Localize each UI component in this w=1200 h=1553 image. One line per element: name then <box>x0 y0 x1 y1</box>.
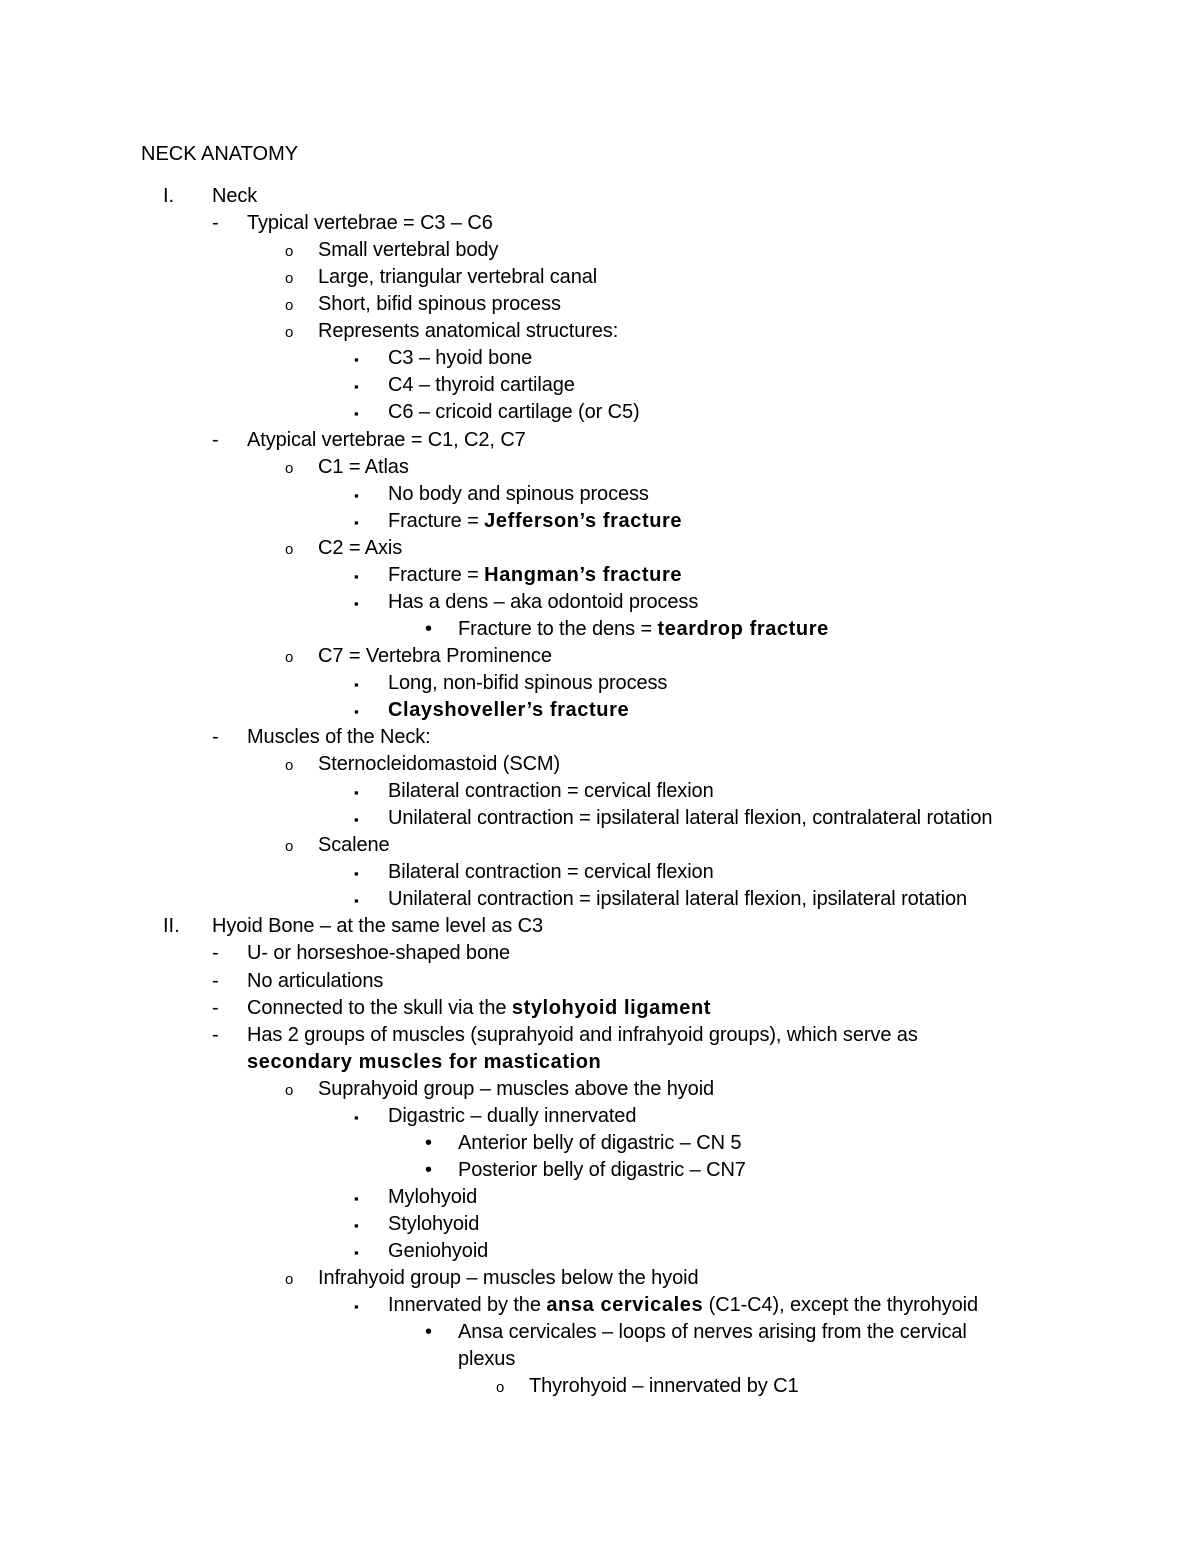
outline-item-text <box>388 345 532 372</box>
outline-item-text <box>318 832 390 859</box>
text-segment: Suprahyoid group – muscles above the hyoid <box>318 1077 715 1100</box>
outline-item <box>0 643 1200 670</box>
outline-item <box>0 535 1200 562</box>
outline-item <box>0 697 1200 724</box>
outline-item-text <box>388 697 629 724</box>
outline-item-text <box>318 291 561 318</box>
outline-item-text <box>388 1103 636 1130</box>
square-bullet-icon: ▪ <box>354 514 359 530</box>
text-segment: Fracture = <box>388 563 485 586</box>
outline-item <box>0 1346 1200 1373</box>
outline-item-text <box>388 1292 978 1319</box>
text-segment: Sternocleidomastoid (SCM) <box>318 753 561 776</box>
outline-item <box>0 832 1200 859</box>
text-segment: Large, triangular vertebral canal <box>318 266 598 289</box>
dash-marker: - <box>212 212 219 235</box>
outline-item <box>0 1157 1200 1184</box>
square-bullet-icon: ▪ <box>354 352 359 368</box>
square-bullet-icon: ▪ <box>354 1190 359 1206</box>
text-segment: Geniohyoid <box>388 1240 489 1262</box>
outline-item-text <box>318 1076 714 1103</box>
outline-item-text <box>212 183 257 210</box>
text-segment: Has 2 groups of muscles (suprahyoid and infrahyoid groups), which serve as <box>247 1023 918 1046</box>
text-segment: Connected to the skull via the <box>247 996 512 1019</box>
outline-item-text <box>388 589 698 616</box>
outline-item-text <box>388 859 714 886</box>
outline-item <box>0 1076 1200 1103</box>
dash-marker: - <box>212 428 219 451</box>
outline-item <box>0 1319 1200 1346</box>
outline-item <box>0 1103 1200 1130</box>
outline-item-text <box>388 372 575 399</box>
outline-item <box>0 508 1200 535</box>
outline-item-text <box>247 940 510 967</box>
outline-item <box>0 1373 1200 1400</box>
outline-item <box>0 670 1200 697</box>
text-segment: Thyrohyoid – innervated by C1 <box>529 1375 799 1398</box>
text-segment: Fracture to the dens = <box>458 617 658 640</box>
outline-item-text <box>388 399 640 426</box>
outline-item <box>0 1211 1200 1238</box>
outline-item-text <box>318 264 597 291</box>
outline-item <box>0 454 1200 481</box>
outline-item-text <box>458 1157 746 1184</box>
outline-item <box>0 589 1200 616</box>
text-segment: Anterior belly of digastric – CN 5 <box>458 1131 742 1154</box>
circle-bullet-icon: o <box>285 324 294 342</box>
outline-item-text <box>247 427 526 454</box>
circle-bullet-icon: o <box>285 838 294 856</box>
text-segment: Infrahyoid group – muscles below the hyoid <box>318 1267 699 1289</box>
round-bullet-icon: • <box>425 617 433 640</box>
outline-item <box>0 1049 1200 1076</box>
text-segment: plexus <box>458 1348 516 1371</box>
text-segment: Unilateral contraction = ipsilateral lateral flexion, ipsilateral rotation <box>388 888 968 911</box>
outline-item-text <box>388 508 682 535</box>
outline-item <box>0 616 1200 643</box>
outline-item-text <box>318 643 552 670</box>
outline-item-text <box>318 237 498 264</box>
circle-bullet-icon: o <box>285 297 294 315</box>
text-segment: C1 = Atlas <box>318 455 409 478</box>
text-segment: Bilateral contraction = cervical flexion <box>388 780 714 803</box>
bold-term: Jefferson’s fracture <box>484 509 683 532</box>
outline-item-text <box>318 751 560 778</box>
bold-term: Hangman’s fracture <box>484 563 683 586</box>
outline-item <box>0 264 1200 291</box>
outline-item <box>0 318 1200 345</box>
outline-item-text <box>318 318 618 345</box>
outline-item-text <box>458 1130 741 1157</box>
round-bullet-icon: • <box>425 1321 433 1344</box>
text-segment: Mylohyoid <box>388 1185 478 1208</box>
outline-item <box>0 562 1200 589</box>
bold-term: stylohyoid ligament <box>511 996 712 1019</box>
dash-marker: - <box>212 726 219 748</box>
page-title: NECK ANATOMY <box>141 143 299 165</box>
outline-item <box>0 913 1200 940</box>
square-bullet-icon: ▪ <box>354 1245 359 1260</box>
square-bullet-icon: ▪ <box>354 676 359 692</box>
text-segment: Innervated by the <box>388 1294 547 1316</box>
round-bullet-icon: • <box>425 1131 433 1154</box>
outline-item-text <box>212 913 543 940</box>
text-segment: Hyoid Bone – at the same level as C3 <box>212 915 544 938</box>
square-bullet-icon: ▪ <box>354 1299 359 1314</box>
outline-item <box>0 372 1200 399</box>
outline-item-text <box>388 562 682 589</box>
text-segment: Fracture = <box>388 509 485 532</box>
text-segment: C2 = Axis <box>318 536 403 559</box>
square-bullet-icon: ▪ <box>354 812 359 828</box>
outline-item <box>0 399 1200 426</box>
outline-item-text <box>318 454 409 481</box>
circle-bullet-icon: o <box>496 1379 505 1397</box>
text-segment: Bilateral contraction = cervical flexion <box>388 861 714 884</box>
dash-marker: - <box>212 942 219 965</box>
square-bullet-icon: ▪ <box>354 866 359 882</box>
square-bullet-icon: ▪ <box>354 1109 359 1125</box>
outline-item-text <box>247 210 493 237</box>
text-segment: Unilateral contraction = ipsilateral lateral flexion, contralateral rotation <box>388 807 993 830</box>
round-bullet-icon: • <box>425 1158 433 1181</box>
circle-bullet-icon: o <box>285 1081 294 1099</box>
outline-item <box>0 1184 1200 1211</box>
outline-item <box>0 968 1200 995</box>
text-segment: Typical vertebrae = C3 – C6 <box>247 212 493 235</box>
outline-item <box>0 751 1200 778</box>
bold-term: ansa cervicales <box>546 1294 704 1316</box>
outline-item <box>0 940 1200 967</box>
outline-item <box>0 210 1200 237</box>
square-bullet-icon: ▪ <box>354 379 359 395</box>
outline-item-text <box>247 1049 601 1076</box>
bold-term: Clayshoveller’s fracture <box>388 699 630 721</box>
outline-item-text <box>458 616 829 643</box>
outline-item-text <box>388 1211 479 1238</box>
text-segment: Atypical vertebrae = C1, C2, C7 <box>247 428 526 451</box>
outline-item-text <box>388 886 967 913</box>
outline-item <box>0 724 1200 751</box>
circle-bullet-icon: o <box>285 757 294 775</box>
text-segment: C3 – hyoid bone <box>388 347 533 370</box>
text-segment: No body and spinous process <box>388 482 649 505</box>
roman-numeral-marker: II. <box>163 915 180 938</box>
outline-item-text <box>247 724 431 751</box>
text-segment: Digastric – dually innervated <box>388 1104 637 1127</box>
outline-item-text <box>458 1346 515 1373</box>
text-segment: C7 = Vertebra Prominence <box>318 644 552 667</box>
outline-item <box>0 1265 1200 1292</box>
outline-item-text <box>247 1022 918 1049</box>
outline-item <box>0 183 1200 210</box>
dash-marker: - <box>212 1023 219 1046</box>
circle-bullet-icon: o <box>285 1271 294 1288</box>
outline-item <box>0 1238 1200 1265</box>
outline-item-text <box>388 670 667 697</box>
text-segment: Represents anatomical structures: <box>318 320 619 343</box>
outline-item <box>0 1292 1200 1319</box>
text-segment: Long, non-bifid spinous process <box>388 671 668 694</box>
roman-numeral-marker: I. <box>163 185 175 207</box>
square-bullet-icon: ▪ <box>354 893 359 909</box>
outline-item-text <box>458 1319 967 1346</box>
square-bullet-icon: ▪ <box>354 1217 359 1233</box>
outline-item <box>0 237 1200 264</box>
text-segment: C4 – thyroid cartilage <box>388 374 575 397</box>
outline-item <box>0 427 1200 454</box>
dash-marker: - <box>212 996 219 1019</box>
text-segment: Neck <box>212 185 258 207</box>
square-bullet-icon: ▪ <box>354 406 359 422</box>
outline-item-text <box>247 968 383 995</box>
circle-bullet-icon: o <box>285 648 294 666</box>
text-segment: (C1-C4), except the thyrohyoid <box>703 1294 979 1316</box>
square-bullet-icon: ▪ <box>354 704 359 719</box>
outline-item <box>0 1130 1200 1157</box>
outline-item <box>0 886 1200 913</box>
square-bullet-icon: ▪ <box>354 595 359 611</box>
outline-item-text <box>318 535 402 562</box>
outline-item-text <box>529 1373 798 1400</box>
outline-item-text <box>388 778 714 805</box>
outline-item-text <box>388 481 649 508</box>
outline-item <box>0 481 1200 508</box>
outline-item-text <box>247 995 711 1022</box>
outline-item <box>0 995 1200 1022</box>
text-segment: Posterior belly of digastric – CN7 <box>458 1158 746 1181</box>
circle-bullet-icon: o <box>285 270 294 288</box>
outline-item-text <box>388 805 992 832</box>
text-segment: Stylohyoid <box>388 1212 480 1235</box>
bold-term: teardrop fracture <box>657 617 829 640</box>
text-segment: No articulations <box>247 969 384 992</box>
outline-item-text <box>318 1265 698 1292</box>
circle-bullet-icon: o <box>285 540 294 558</box>
text-segment: Scalene <box>318 834 390 857</box>
text-segment: Has a dens – aka odontoid process <box>388 590 699 613</box>
square-bullet-icon: ▪ <box>354 487 359 503</box>
square-bullet-icon: ▪ <box>354 568 359 584</box>
bold-term: secondary muscles for mastication <box>247 1050 602 1073</box>
outline-item <box>0 778 1200 805</box>
outline-item-text <box>388 1184 477 1211</box>
text-segment: Short, bifid spinous process <box>318 293 561 316</box>
outline-item <box>0 859 1200 886</box>
outline-item <box>0 805 1200 832</box>
text-segment: U- or horseshoe-shaped bone <box>247 942 511 965</box>
square-bullet-icon: ▪ <box>354 785 359 801</box>
dash-marker: - <box>212 969 219 992</box>
outline-item <box>0 1022 1200 1049</box>
circle-bullet-icon: o <box>285 243 294 261</box>
outline-item <box>0 291 1200 318</box>
text-segment: Muscles of the Neck: <box>247 726 431 748</box>
outline-item <box>0 345 1200 372</box>
circle-bullet-icon: o <box>285 459 294 477</box>
text-segment: Small vertebral body <box>318 239 499 262</box>
outline-item-text <box>388 1238 488 1265</box>
text-segment: C6 – cricoid cartilage (or C5) <box>388 401 640 424</box>
text-segment: Ansa cervicales – loops of nerves arising from the cervical <box>458 1321 967 1344</box>
